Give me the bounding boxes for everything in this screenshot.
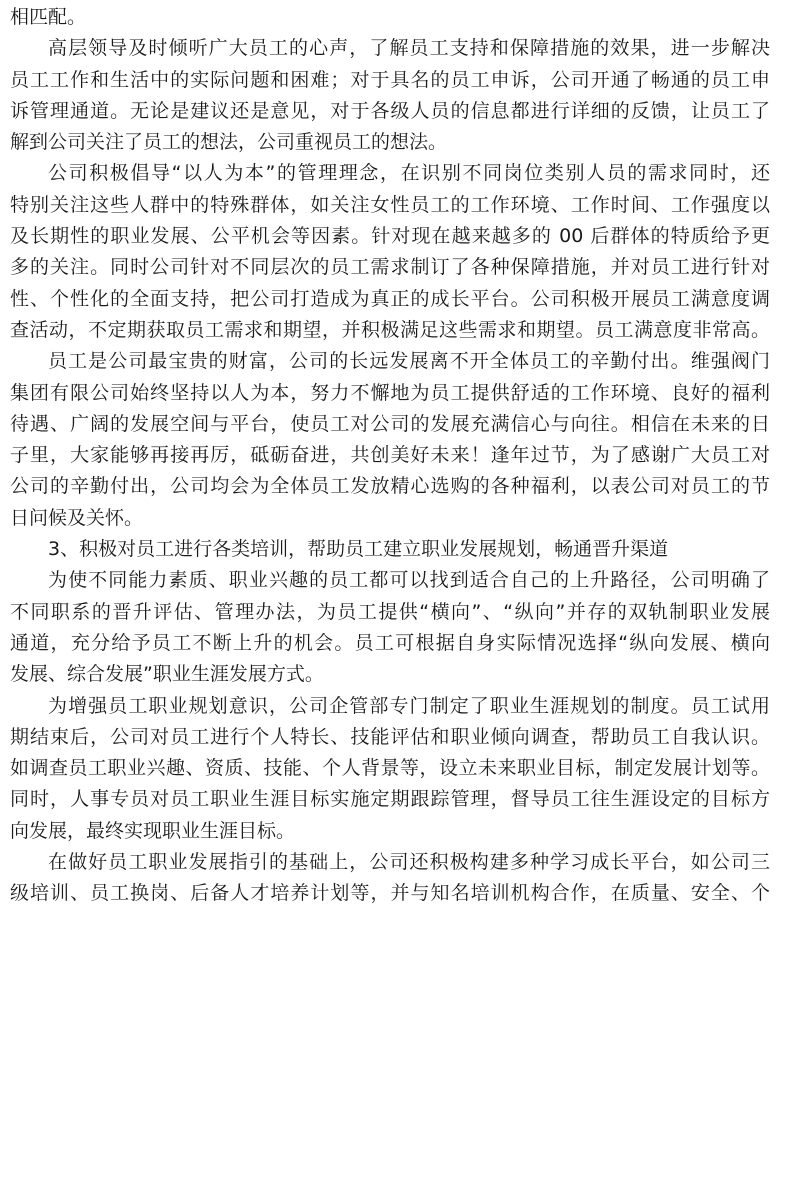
text-line: 诉管理通道。无论是建议还是意见，对于各级人员的信息都进行详细的反馈，让员工了 xyxy=(10,99,770,122)
text-line: 员工工作和生活中的实际问题和困难；对于具名的员工申诉，公司开通了畅通的员工申 xyxy=(10,68,770,91)
text-line: 在做好员工职业发展指引的基础上，公司还积极构建多种学习成长平台，如公司三 xyxy=(48,851,770,874)
text-line: 级培训、员工换岗、后备人才培养计划等，并与知名培训机构合作，在质量、安全、个 xyxy=(10,882,770,905)
text-line: 为使不同能力素质、职业兴趣的员工都可以找到适合自己的上升路径，公司明确了 xyxy=(48,569,770,592)
text-line: 期结束后，公司对员工进行个人特长、技能评估和职业倾向调查，帮助员工自我认识。 xyxy=(10,725,770,748)
text-line: 日问候及关怀。 xyxy=(10,506,144,529)
text-line: 相匹配。 xyxy=(10,6,87,28)
text-line: 及长期性的职业发展、公平机会等因素。针对现在越来越多的 00 后群体的特质给予更 xyxy=(10,225,770,248)
text-line: 发展、综合发展”职业生涯发展方式。 xyxy=(10,663,324,686)
text-line: 子里，大家能够再接再厉，砥砺奋进，共创美好未来！逢年过节，为了感谢广大员工对 xyxy=(10,444,770,467)
text-line: 不同职系的晋升评估、管理办法，为员工提供“横向”、“纵向”并存的双轨制职业发展 xyxy=(10,600,770,623)
text-line: 查活动，不定期获取员工需求和期望，并积极满足这些需求和期望。员工满意度非常高。 xyxy=(10,318,770,341)
text-line: 向发展，最终实现职业生涯目标。 xyxy=(10,819,296,842)
text-line: 特别关注这些人群中的特殊群体，如关注女性员工的工作环境、工作时间、工作强度以 xyxy=(10,193,770,216)
text-line: 3、积极对员工进行各类培训，帮助员工建立职业发展规划，畅通晋升渠道 xyxy=(48,538,669,561)
text-line: 高层领导及时倾听广大员工的心声，了解员工支持和保障措施的效果，进一步解决 xyxy=(48,37,770,60)
text-line: 性、个性化的全面支持，把公司打造成为真正的成长平台。公司积极开展员工满意度调 xyxy=(10,287,770,310)
text-line: 为增强员工职业规划意识，公司企管部专门制定了职业生涯规划的制度。员工试用 xyxy=(48,694,770,717)
text-line: 待遇、广阔的发展空间与平台，使员工对公司的发展充满信心与向往。相信在未来的日 xyxy=(10,412,770,435)
text-line: 公司的辛勤付出，公司均会为全体员工发放精心选购的各种福利，以表公司对员工的节 xyxy=(10,475,770,498)
text-line: 多的关注。同时公司针对不同层次的员工需求制订了各种保障措施，并对员工进行针对 xyxy=(10,256,770,279)
text-line: 同时，人事专员对员工职业生涯目标实施定期跟踪管理，督导员工往生涯设定的目标方 xyxy=(10,788,770,811)
document-page xyxy=(10,0,770,910)
text-line: 员工是公司最宝贵的财富，公司的长远发展离不开全体员工的辛勤付出。维强阀门 xyxy=(48,350,770,373)
text-line: 如调查员工职业兴趣、资质、技能、个人背景等，设立未来职业目标，制定发展计划等。 xyxy=(10,757,770,780)
text-line: 解到公司关注了员工的想法，公司重视员工的想法。 xyxy=(10,131,448,154)
text-line: 集团有限公司始终坚持以人为本，努力不懈地为员工提供舒适的工作环境、良好的福利 xyxy=(10,381,770,404)
text-line: 通道，充分给予员工不断上升的机会。员工可根据自身实际情况选择“纵向发展、横向 xyxy=(10,631,770,654)
text-line: 公司积极倡导“以人为本”的管理理念，在识别不同岗位类别人员的需求同时，还 xyxy=(48,162,770,185)
